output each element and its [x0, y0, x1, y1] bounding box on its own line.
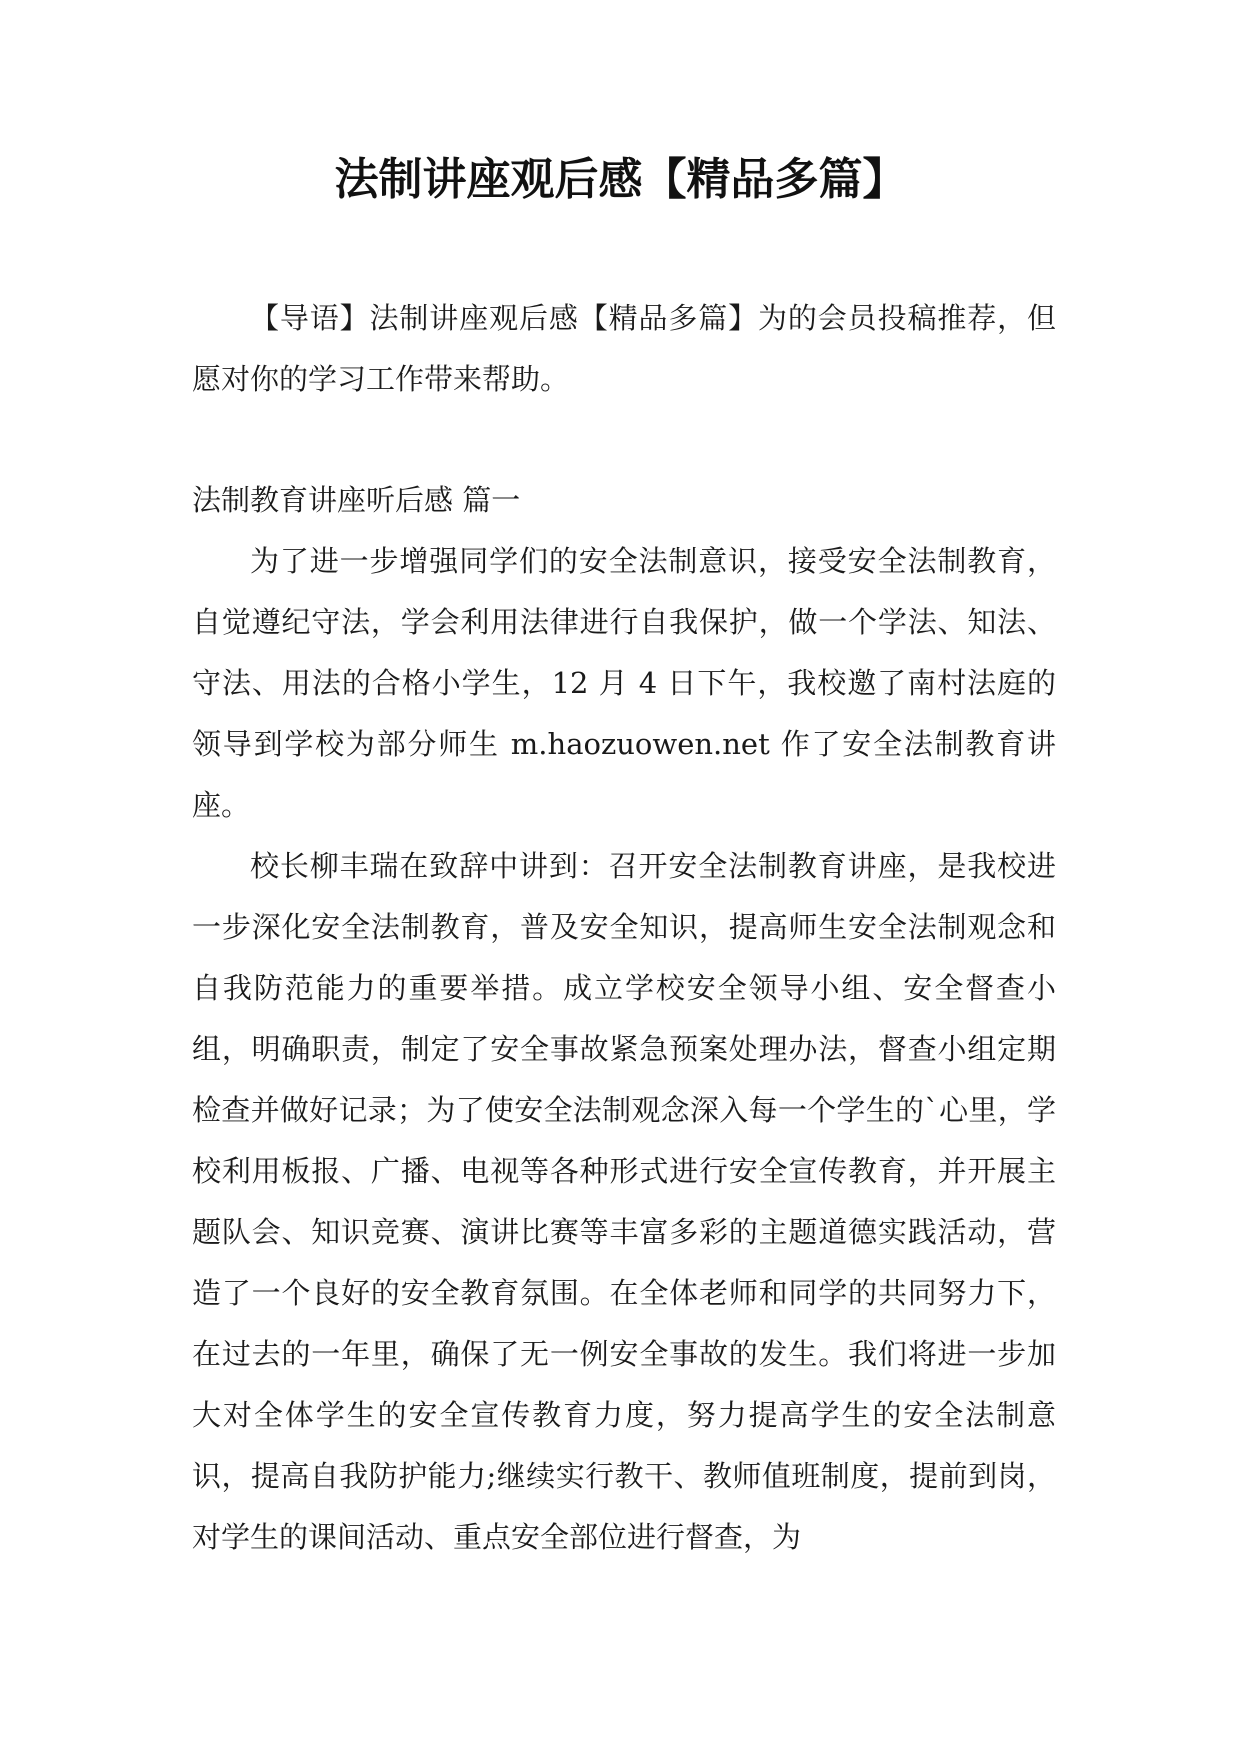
document-body	[192, 288, 1056, 1568]
intro-paragraph: 【导语】法制讲座观后感【精品多篇】为的会员投稿推荐，但愿对你的学习工作带来帮助。	[192, 301, 1056, 396]
body-paragraph-2: 校长柳丰瑞在致辞中讲到：召开安全法制教育讲座，是我校进一步深化安全法制教育，普及安全知识，提高师生安全法制观念和自我防范能力的重要举措。成立学校安全领导小组、安全督查小组，明确职责，制定了安全事故紧急预案处理办法，督查小组定期检查并做好记录；为了使安全法制观念深入每一个学生的`心里，学校利用板报、广播、电视等各种形式进行安全宣传教育，并开展主题队会、知识竞赛、演讲比赛等丰富多彩的主题道德实践活动，营造了一个良好的安全教育氛围。在全体老师和同学的共同努力下，在过去的一年里，确保了无一例安全事故的发生。我们将进一步加大对全体学生的安全宣传教育力度，努力提高学生的安全法制意识，提高自我防护能力;继续实行教干、教师值班制度，提前到岗，对学生的课间活动、重点安全部位进行督查，为	[192, 849, 1056, 1554]
document-title: 法制讲座观后感【精品多篇】	[334, 154, 907, 205]
section-heading: 法制教育讲座听后感 篇一	[192, 483, 521, 517]
body-paragraph-1: 为了进一步增强同学们的安全法制意识，接受安全法制教育，自觉遵纪守法，学会利用法律进行自我保护，做一个学法、知法、守法、用法的合格小学生，12 月 4 日下午，我校邀了南村法庭的领导到学校为部分师生 m.haozuowen.net 作了安全法制教育讲座。	[192, 544, 1056, 822]
